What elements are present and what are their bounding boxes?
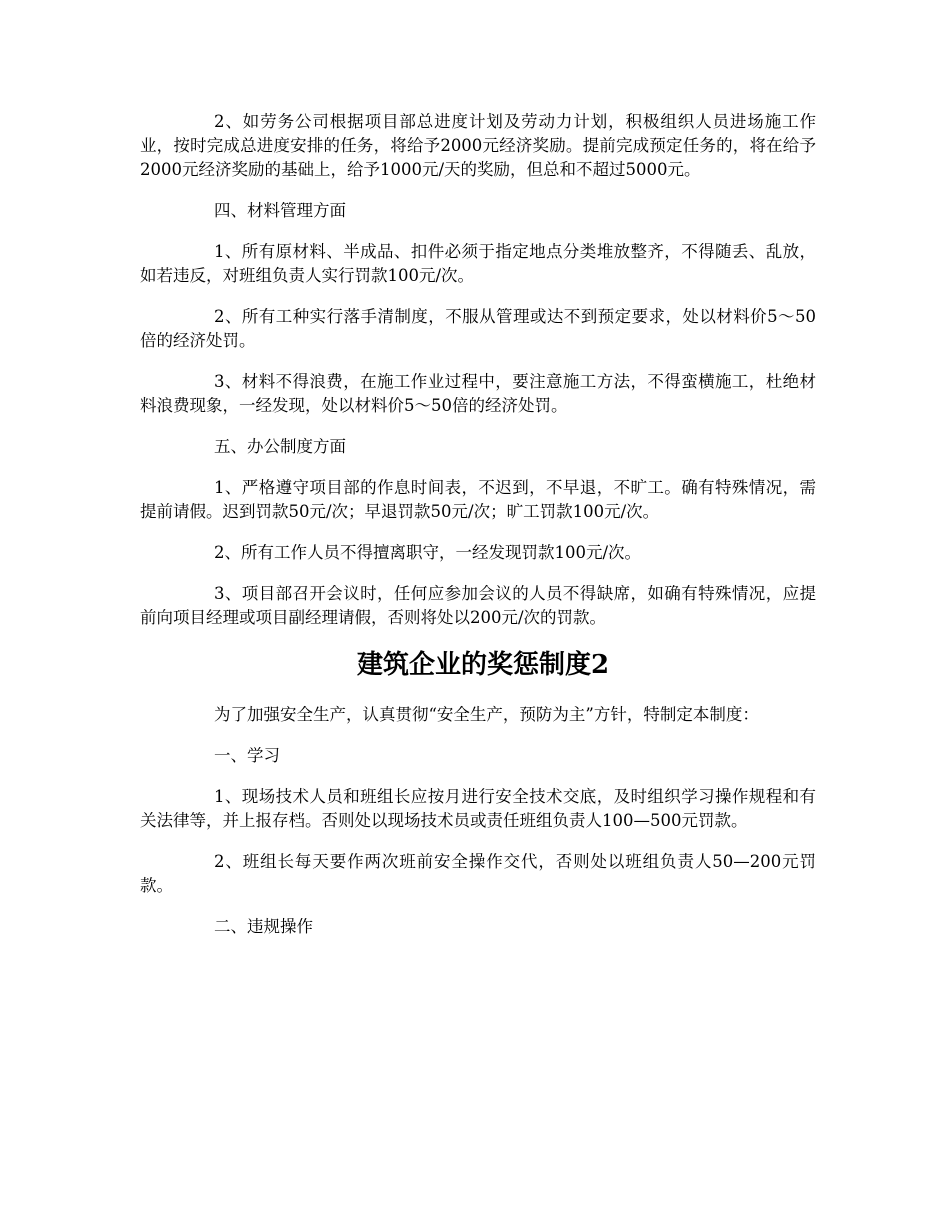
paragraph-labor-reward: 2、如劳务公司根据项目部总进度计划及劳动力计划，积极组织人员进场施工作业，按时完成总进度安排的任务，将给予2000元经济奖励。提前完成预定任务的，将在给予2000元经济奖励的基础上，给予1000元/天的奖励，但总和不超过5000元。	[140, 112, 816, 179]
paragraph-office-2: 2、所有工作人员不得擅离职守，一经发现罚款100元/次。	[214, 543, 642, 562]
paragraph-materials-2: 2、所有工种实行落手清制度，不服从管理或达不到预定要求，处以材料价5～50倍的经济处罚。	[140, 307, 816, 350]
document-page	[140, 110, 816, 956]
paragraph-materials-3: 3、材料不得浪费，在施工作业过程中，要注意施工方法，不得蛮横施工，杜绝材料浪费现象，一经发现，处以材料价5～50倍的经济处罚。	[140, 372, 816, 415]
section-heading-study: 一、学习	[214, 746, 280, 765]
document-title-2: 建筑企业的奖惩制度2	[356, 650, 610, 680]
paragraph-materials-1: 1、所有原材料、半成品、扣件必须于指定地点分类堆放整齐，不得随丢、乱放，如若违反，对班组负责人实行罚款100元/次。	[140, 242, 816, 285]
section-heading-office: 五、办公制度方面	[214, 437, 346, 456]
paragraph-study-2: 2、班组长每天要作两次班前安全操作交代，否则处以班组负责人50—200元罚款。	[140, 852, 816, 895]
section-heading-violations: 二、违规操作	[214, 917, 313, 936]
section-heading-materials: 四、材料管理方面	[214, 201, 346, 220]
paragraph-office-3: 3、项目部召开会议时，任何应参加会议的人员不得缺席，如确有特殊情况，应提前向项目经理或项目副经理请假，否则将处以200元/次的罚款。	[140, 584, 816, 627]
paragraph-intro: 为了加强安全生产，认真贯彻“安全生产，预防为主”方针，特制定本制度：	[214, 705, 759, 724]
paragraph-study-1: 1、现场技术人员和班组长应按月进行安全技术交底，及时组织学习操作规程和有关法律等，并上报存档。否则处以现场技术员或责任班组负责人100—500元罚款。	[140, 787, 816, 830]
paragraph-office-1: 1、严格遵守项目部的作息时间表，不迟到，不早退，不旷工。确有特殊情况，需提前请假。迟到罚款50元/次；早退罚款50元/次；旷工罚款100元/次。	[140, 478, 816, 521]
